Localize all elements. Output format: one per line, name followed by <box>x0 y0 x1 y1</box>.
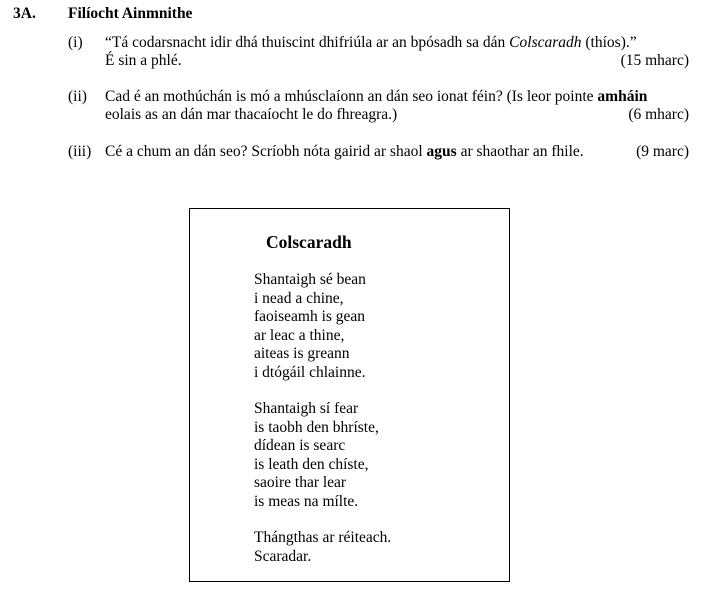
section-number: 3A. <box>13 5 36 22</box>
poem-line: is meas na mílte. <box>254 492 359 510</box>
question-1-text-b: (thíos).” <box>581 34 637 51</box>
question-2-number: (ii) <box>68 88 87 105</box>
question-2-marks: (6 mharc) <box>628 106 689 123</box>
question-3-number: (iii) <box>68 143 92 160</box>
poem-stanza-3 <box>254 529 391 566</box>
question-3-marks: (9 marc) <box>636 143 689 160</box>
question-3-line-1 <box>105 143 584 161</box>
section-title: Filíocht Ainmnithe <box>68 5 193 22</box>
poem-line: aiteas is greann <box>254 345 350 362</box>
question-3-emphasis: agus <box>426 143 457 160</box>
question-3-text-b: ar shaothar an fhile. <box>456 143 584 160</box>
poem-line: is leath den chíste, <box>254 455 369 473</box>
question-3-text-a: Cé a chum an dán seo? Scríobh nóta gairid ar shaol <box>105 143 427 160</box>
poem-line: faoiseamh is gean <box>254 308 366 325</box>
question-1-line-1 <box>105 34 637 52</box>
poem-line: Shantaigh sí fear <box>254 400 359 417</box>
poem-stanza-1 <box>254 271 366 382</box>
question-2-line-1 <box>105 88 647 106</box>
question-1-number: (i) <box>68 34 83 51</box>
poem-line: saoire thar lear <box>254 474 347 491</box>
poem-title-reference: Colscaradh <box>509 34 582 51</box>
poem-line: i nead a chine, <box>254 289 344 307</box>
poem-line: Shantaigh sé bean <box>254 271 366 288</box>
question-2-emphasis: amháin <box>597 88 648 105</box>
poem-line: i dtógáil chlainne. <box>254 363 366 381</box>
question-1-line-2: É sin a phlé. <box>105 52 182 69</box>
question-2-line-2: eolais as an dán mar thacaíocht le do fhreagra.) <box>105 106 398 123</box>
question-2-text-a: Cad é an mothúchán is mó a mhúsclaíonn an dán seo ionat féin? (Is leor pointe <box>105 88 598 105</box>
poem-box <box>189 208 510 582</box>
poem-line: is taobh den bhríste, <box>254 418 379 436</box>
poem-stanza-2 <box>254 400 379 511</box>
question-1-marks: (15 mharc) <box>620 52 689 69</box>
poem-line: Scaradar. <box>254 547 312 565</box>
poem-line: Thángthas ar réiteach. <box>254 529 392 546</box>
poem-title: Colscaradh <box>266 232 352 252</box>
poem-line: dídean is searc <box>254 437 346 454</box>
question-1-text-a: “Tá codarsnacht idir dhá thuiscint dhifriúla ar an bpósadh sa dán <box>105 34 510 51</box>
poem-line: ar leac a thine, <box>254 326 345 344</box>
